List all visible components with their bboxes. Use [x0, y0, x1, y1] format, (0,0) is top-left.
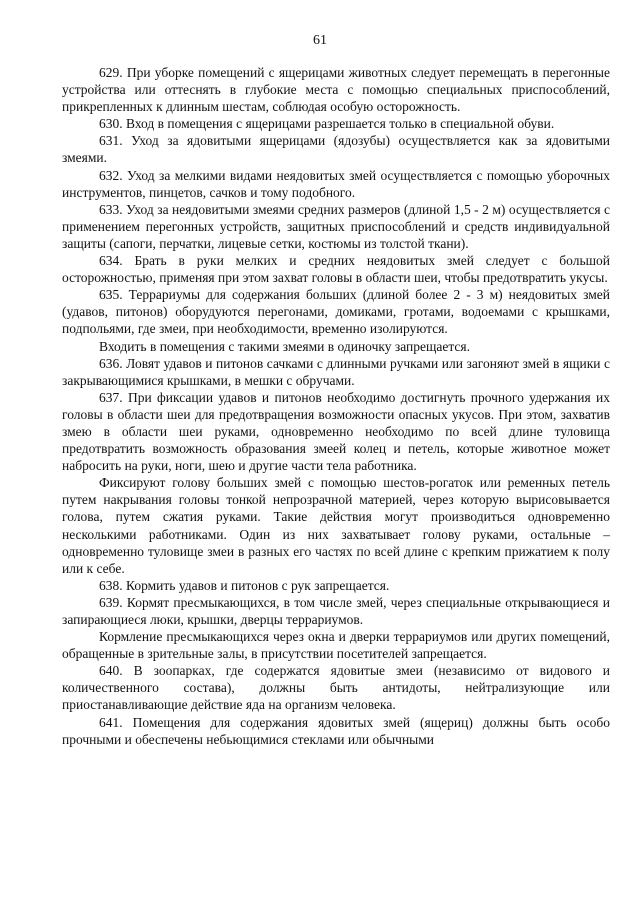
- paragraph-633: 633. Уход за неядовитыми змеями средних размеров (длиной 1,5 - 2 м) осуществляется с применением перегонных устройств, защитных приспособлений и средств индивидуальной защиты (сапоги, перчатки, лицевые сетки, костюмы из толстой ткани).: [62, 201, 610, 251]
- paragraph-637: 637. При фиксации удавов и питонов необходимо достигнуть прочного удержания их головы в области шеи для предотвращения возможности опасных укусов. При этом, захватив змею в области шеи руками, одновременно необходимо по всей длине туловища предотвратить возможность образования змеей колец и петель, которые животное может набросить на руки, ноги, шею и другие части тела работника.: [62, 389, 610, 474]
- paragraph-639-continued: Кормление пресмыкающихся через окна и дверки террариумов или других помещений, обращенные в зрительные залы, в присутствии посетителей запрещается.: [62, 629, 610, 662]
- paragraph-630: 630. Вход в помещения с ящерицами разрешается только в специальной обуви.: [99, 116, 555, 132]
- paragraph-629: 629. При уборке помещений с ящерицами животных следует перемещать в перегонные устройства или оттеснять в глубокие места с помощью специальных приспособлений, прикрепленных к длинным шестам, соблюдая особую осторожность.: [62, 65, 610, 115]
- page-number: 61: [313, 33, 327, 48]
- paragraph-639: 639. Кормят пресмыкающихся, в том числе змей, через специальные открывающиеся и запирающиеся люки, крышки, дверцы террариумов.: [62, 594, 610, 627]
- paragraph-632: 632. Уход за мелкими видами неядовитых змей осуществляется с помощью уборочных инструментов, пинцетов, сачков и тому подобного.: [62, 167, 610, 200]
- document-body: [62, 64, 610, 748]
- paragraph-636: 636. Ловят удавов и питонов сачками с длинными ручками или загоняют змей в ящики с закрывающимися крышками, в мешки с обручами.: [62, 355, 610, 388]
- paragraph-638: 638. Кормить удавов и питонов с рук запрещается.: [99, 577, 390, 593]
- paragraph-640: 640. В зоопарках, где содержатся ядовитые змеи (независимо от видового и количественного состава), должны быть антидоты, нейтрализующие или приостанавливающие действие яда на организм человека.: [62, 663, 610, 713]
- paragraph-635-note: Входить в помещения с такими змеями в одиночку запрещается.: [99, 338, 470, 354]
- paragraph-635: 635. Террариумы для содержания больших (длиной более 2 - 3 м) неядовитых змей (удавов, питонов) оборудуются перегонами, домиками, гротами, водоемами с крышками, подпольями, где змеи, при необходимости, временно изолируются.: [62, 287, 610, 337]
- paragraph-631: 631. Уход за ядовитыми ящерицами (ядозубы) осуществляется как за ядовитыми змеями.: [62, 133, 610, 166]
- paragraph-637-continued: Фиксируют голову больших змей с помощью шестов-рогаток или ременных петель путем накрывания головы тонкой непрозрачной материей, через которую вырисовывается голова, путем сжатия руками. Такие действия могут производиться одновременно несколькими работниками. Один из них захватывает голову руками, остальные – одновременно туловище змеи в разных его частях по всей длине с крепким прижатием к полу или к себе.: [62, 475, 610, 576]
- paragraph-634: 634. Брать в руки мелких и средних неядовитых змей следует с большой осторожностью, применяя при этом захват головы в области шеи, чтобы предотвратить укусы.: [62, 253, 610, 286]
- paragraph-641: 641. Помещения для содержания ядовитых змей (ящериц) должны быть особо прочными и обеспечены небьющимися стеклами или обычными: [62, 714, 610, 747]
